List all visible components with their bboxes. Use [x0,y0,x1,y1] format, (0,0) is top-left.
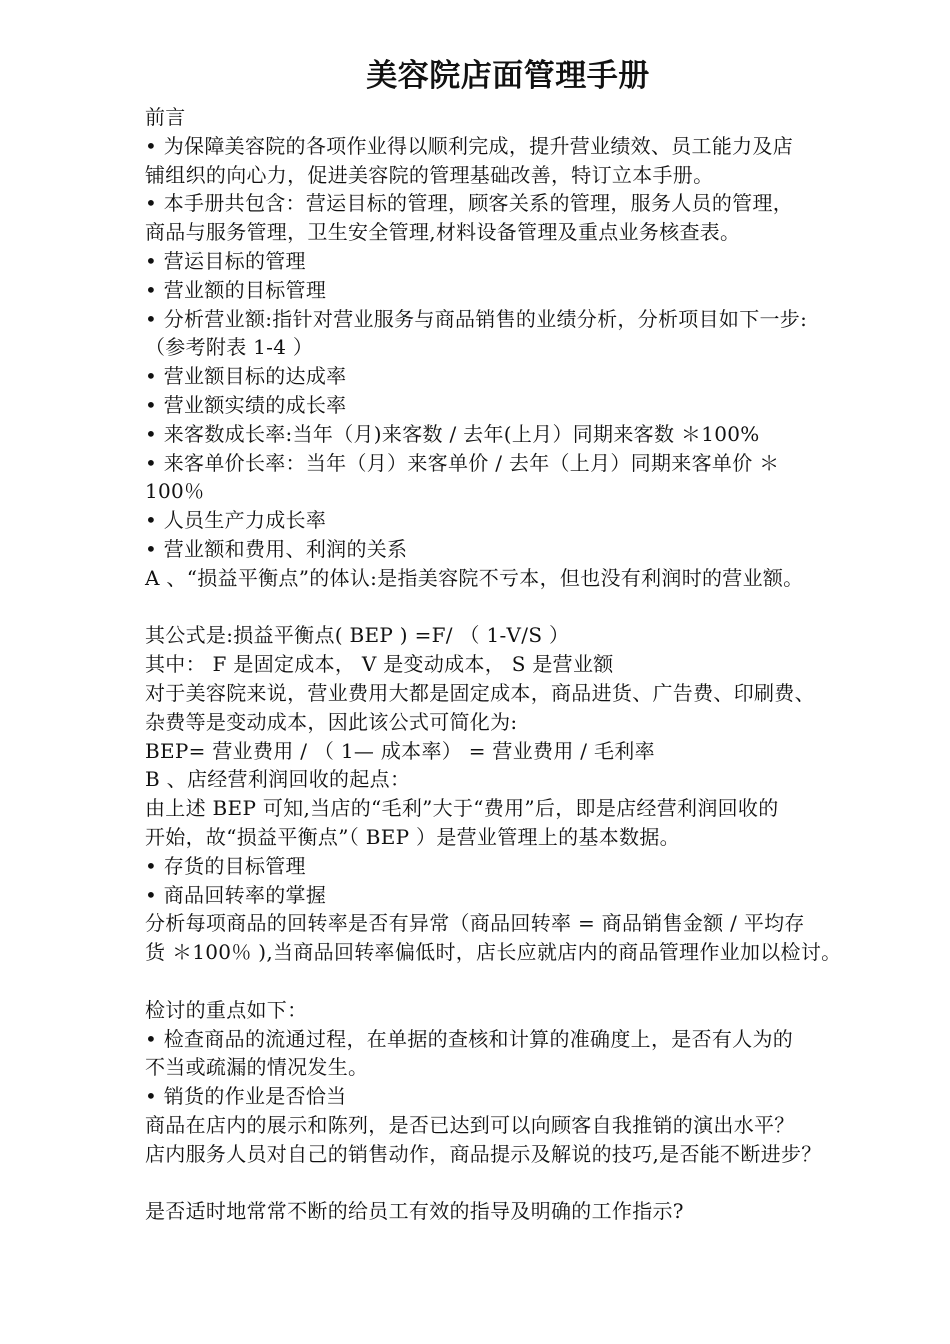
text-line: 杂费等是变动成本，因此该公式可简化为: [145,709,518,734]
text-line: • 来客单价长率：当年（月）来客单价 / 去年（上月）同期来客单价 ＊ [145,450,780,475]
text-line: A 、“损益平衡点”的体认:是指美容院不亏本，但也没有利润时的营业额。 [145,565,804,590]
text-line: 商品与服务管理，卫生安全管理,材料设备管理及重点业务核查表。 [145,220,741,245]
text-line: • 来客数成长率:当年（月)来客数 / 去年(上月）同期来客数 ＊100% [145,421,760,446]
text-line: • 为保障美容院的各项作业得以顺利完成，提升营业绩效、员工能力及店 [145,133,794,158]
text-line: B 、店经营利润回收的起点： [145,767,411,792]
text-line: 铺组织的向心力，促进美容院的管理基础改善，特订立本手册。 [145,162,714,187]
text-line: • 本手册共包含：营运目标的管理，顾客关系的管理，服务人员的管理， [145,191,794,216]
text-line: • 人员生产力成长率 [145,508,327,533]
text-line: • 销货的作业是否恰当 [145,1084,347,1109]
text-line: • 营运目标的管理 [145,248,306,273]
text-line: 分析每项商品的回转率是否有异常（商品回转率 = 商品销售金额 / 平均存 [145,911,805,936]
document-title: 美容院店面管理手册 [366,58,650,94]
text-line: 开始，故“损益平衡点”（ BEP ）是营业管理上的基本数据。 [145,824,680,849]
text-line: 检讨的重点如下： [145,997,308,1022]
text-line: （参考附表 1-4 ） [145,335,314,360]
text-line: BEP= 营业费用 / （ 1— 成本率） = 营业费用 / 毛利率 [145,738,655,763]
text-line: • 营业额的目标管理 [145,277,327,302]
text-line: 其中： F 是固定成本， V 是变动成本， S 是营业额 [145,652,614,677]
blank-line [145,1168,905,1197]
text-line: • 营业额实绩的成长率 [145,392,347,417]
text-line: 不当或疏漏的情况发生。 [145,1055,369,1080]
blank-line [145,967,905,996]
text-line: 100％ [145,479,205,504]
text-line: 由上述 BEP 可知,当店的“毛利”大于“费用”后，即是店经营利润回收的 [145,796,779,821]
text-line: 对于美容院来说，营业费用大都是固定成本，商品进货、广告费、印刷费、 [145,680,815,705]
text-line: 商品在店内的展示和陈列，是否已达到可以向顾客自我推销的演出水平？ [145,1112,795,1137]
document-body [145,103,905,1226]
text-line: 货 ＊100％ ),当商品回转率偏低时，店长应就店内的商品管理作业加以检讨。 [145,940,842,965]
text-line: 前言 [145,105,186,129]
blank-line [145,593,905,622]
text-line: • 分析营业额:指针对营业服务与商品销售的业绩分析，分析项目如下一步: [145,306,808,331]
text-line: • 检查商品的流通过程，在单据的查核和计算的准确度上，是否有人为的 [145,1026,794,1051]
text-line: • 营业额目标的达成率 [145,364,347,389]
text-line: 其公式是:损益平衡点( BEP ) =F/ （ 1-V/S ） [145,623,570,648]
text-line: • 营业额和费用、利润的关系 [145,536,408,561]
text-line: • 存货的目标管理 [145,853,306,878]
text-line: 店内服务人员对自己的销售动作，商品提示及解说的技巧,是否能不断进步？ [145,1141,822,1166]
text-line: 是否适时地常常不断的给员工有效的指导及明确的工作指示? [145,1199,684,1224]
text-line: • 商品回转率的掌握 [145,882,327,907]
